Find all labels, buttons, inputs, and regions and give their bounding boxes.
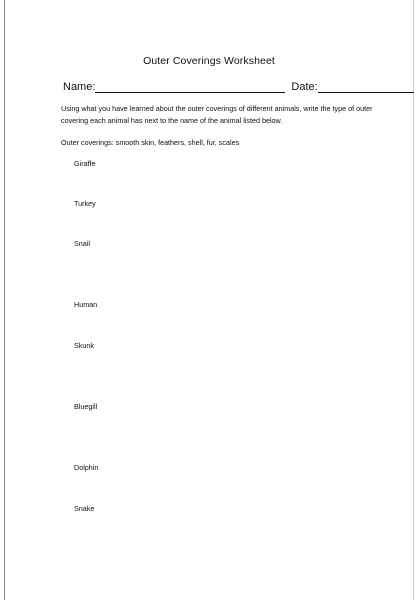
animal-item: Dolphin bbox=[74, 463, 99, 472]
animal-item: Turkey bbox=[74, 199, 96, 208]
date-label: Date: bbox=[291, 81, 318, 93]
name-blank[interactable] bbox=[95, 81, 285, 93]
worksheet-title: Outer Coverings Worksheet bbox=[143, 55, 275, 67]
name-date-line bbox=[63, 81, 414, 95]
animal-item: Snail bbox=[74, 239, 90, 248]
animal-item: Skunk bbox=[74, 341, 94, 350]
worksheet-page bbox=[4, 0, 414, 600]
animal-item: Bluegill bbox=[74, 402, 98, 411]
animal-item: Human bbox=[74, 300, 98, 309]
animal-item: Snake bbox=[74, 504, 95, 513]
name-label: Name: bbox=[63, 81, 96, 93]
date-blank[interactable] bbox=[318, 81, 414, 93]
animal-item: Giraffe bbox=[74, 159, 96, 168]
instructions-text: Using what you have learned about the outer coverings of different animals, write the type of outer covering each animal has next to the name of the animal listed below. bbox=[61, 104, 373, 125]
outer-coverings-list: Outer coverings: smooth skin, feathers, shell, fur, scales bbox=[61, 138, 240, 147]
